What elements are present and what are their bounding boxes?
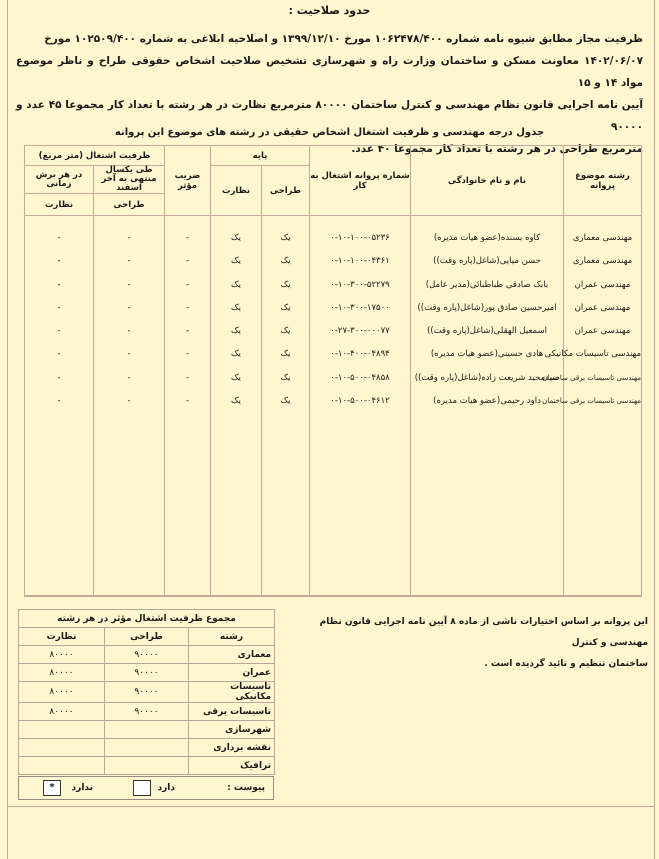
table-row xyxy=(19,646,275,664)
header-coef: ضریب مؤثر xyxy=(165,146,211,216)
cell-cap-design: - xyxy=(127,349,131,360)
scope-title: حدود صلاحیت : xyxy=(288,4,371,17)
header-capacity: ظرفیت اشتغال (متر مربع) xyxy=(25,146,165,166)
cell-grade-design: یک xyxy=(280,349,291,360)
scope-paragraph xyxy=(16,28,643,160)
totals-design: ۹۰۰۰۰ xyxy=(105,664,189,682)
totals-field: ترافیک xyxy=(189,757,275,775)
header-grade-supervision: نظارت xyxy=(211,166,262,216)
cell-cap-supervision: - xyxy=(57,279,61,290)
cell-field: مهندسی تاسیسات مکانیکی xyxy=(544,349,642,360)
table-row xyxy=(19,703,275,721)
note-line: این پروانه بر اساس اختیارات ناشی از ماده ۸ آیین نامه اجرایی قانون نظام مهندسی و کنترل xyxy=(319,617,648,648)
scope-line: آیین نامه اجرایی قانون نظام مهندسی و کنترل ساختمان ۸۰۰۰۰ مترمربع نظارت در هر رشته با تعداد کار مجموعا ۴۵ عدد و ۹۰۰۰۰ xyxy=(16,99,643,133)
header-name: نام و نام خانوادگی xyxy=(411,146,564,216)
cell-name: حسن میایی(شاغل(پاره وقت)) xyxy=(433,256,541,267)
cell-grade-supervision: یک xyxy=(231,256,241,267)
header-grade-design: طراحی xyxy=(262,166,310,216)
approval-note xyxy=(282,612,648,675)
cell-license: ۰-۱۰-۱۰۰-۰۴۳۶۱ xyxy=(330,256,390,267)
cell-grade-supervision: یک xyxy=(231,372,241,383)
header-cap-total: طی یکسال منتهی به آخر اسفند xyxy=(94,166,165,194)
cell-grade-supervision: یک xyxy=(231,302,241,313)
header-field: رشته موضوع پروانه xyxy=(564,146,642,216)
cell-coef: - xyxy=(185,256,190,267)
column-name xyxy=(411,216,564,596)
cell-cap-design: - xyxy=(127,233,131,243)
totals-header-field: رشته xyxy=(189,628,275,646)
totals-field: نقشه برداری xyxy=(189,739,275,757)
scope-line: ۱۴۰۲/۰۶/۰۷ معاونت مسکن و ساختمان وزارت راه و شهرسازی تشخیص صلاحیت اشخاص حقوقی طراح و ناظر موضوع مواد ۱۴ و ۱۵ xyxy=(16,55,643,89)
cell-field: مهندسی معماری xyxy=(572,233,633,243)
totals-design: ۹۰۰۰۰ xyxy=(105,646,189,664)
column-grade-supervision xyxy=(211,216,262,596)
cell-field: مهندسی تاسیسات برقی ساختمان xyxy=(542,397,642,406)
totals-field: تاسیسات مکانیکی xyxy=(189,682,275,703)
attachment-box xyxy=(18,776,274,800)
cell-cap-design: - xyxy=(127,302,131,313)
column-field xyxy=(542,216,642,596)
cell-coef: - xyxy=(185,233,190,243)
column-coef xyxy=(165,216,211,596)
cell-grade-design: یک xyxy=(280,279,291,290)
cell-name: داود رحیمی(عضو هیات مدیره) xyxy=(433,396,541,407)
cell-cap-supervision: - xyxy=(57,302,61,313)
cell-field: مهندسی عمران xyxy=(574,326,631,337)
cell-license: ۰-۲۷-۳۰۰-۰۰۰۷۷ xyxy=(330,326,390,337)
column-cap-design xyxy=(94,216,165,596)
header-grade: پایه xyxy=(211,146,310,166)
cell-cap-supervision: - xyxy=(57,326,61,337)
cell-grade-design: یک xyxy=(280,326,291,337)
cell-license: ۰-۱۰-۵۰۰-۰۴۶۱۲ xyxy=(330,396,390,407)
totals-supervision xyxy=(19,721,105,739)
cell-grade-design: یک xyxy=(280,256,291,267)
totals-field: معماری xyxy=(189,646,275,664)
totals-field: عمران xyxy=(189,664,275,682)
table-row xyxy=(19,664,275,682)
attachment-has-not-checkbox[interactable]: * xyxy=(43,780,61,796)
cell-coef: - xyxy=(185,302,190,313)
header-license: شماره پروانه اشتغال به کار xyxy=(310,146,411,216)
totals-supervision xyxy=(19,757,105,775)
header-cap-design: طراحی xyxy=(94,194,165,216)
totals-field: تاسیسات برقی xyxy=(189,703,275,721)
cell-license: ۰-۱۰-۳۰۰-۵۲۲۷۹ xyxy=(330,279,390,290)
cell-name: کاوه بسنده(عضو هیات مدیره) xyxy=(433,233,541,243)
cell-coef: - xyxy=(185,349,190,360)
scope-line: ظرفیت مجاز مطابق شیوه نامه شماره ۱۰۶۲۴۷۸/۴۰۰ مورخ ۱۳۹۹/۱۲/۱۰ و اصلاحیه ابلاغی به شماره ۱۰۲۵۰۹/۴۰۰ مورخ xyxy=(44,33,643,45)
cell-grade-supervision: یک xyxy=(231,396,241,407)
totals-header-design: طراحی xyxy=(105,628,189,646)
cell-field: مهندسی عمران xyxy=(574,279,631,290)
cell-cap-supervision: - xyxy=(57,372,61,383)
totals-header-supervision: نظارت xyxy=(19,628,105,646)
cell-cap-design: - xyxy=(127,326,131,337)
totals-design xyxy=(105,721,189,739)
table-row xyxy=(19,682,275,703)
cell-name: امیرحسین صادق پور(شاغل(پاره وقت)) xyxy=(417,302,557,313)
attachment-has-label: دارد xyxy=(157,783,175,793)
header-cap-yearly: در هر برش زمانی xyxy=(25,166,94,194)
totals-design xyxy=(105,739,189,757)
cell-grade-design: یک xyxy=(280,396,291,407)
cell-coef: - xyxy=(185,372,190,383)
totals-table xyxy=(18,609,275,775)
cell-grade-design: یک xyxy=(280,302,291,313)
cell-name: اسمعیل الهقلی(شاغل(پاره وقت)) xyxy=(427,326,547,337)
frame-bottom-border xyxy=(7,806,655,807)
cell-cap-design: - xyxy=(127,256,131,267)
cell-name: بابک صادقی طباطبائی(مدیر عامل) xyxy=(425,279,549,290)
cell-cap-design: - xyxy=(127,279,131,290)
cell-field: مهندسی معماری xyxy=(572,256,633,267)
cell-coef: - xyxy=(185,326,190,337)
totals-design: ۹۰۰۰۰ xyxy=(105,682,189,703)
cell-cap-supervision: - xyxy=(57,349,61,360)
cell-coef: - xyxy=(185,279,190,290)
cell-grade-design: یک xyxy=(280,233,291,243)
cell-coef: - xyxy=(185,396,190,407)
engineers-table xyxy=(24,145,642,597)
cell-name: سیدمجید شریعت زاده(شاغل(پاره وقت)) xyxy=(414,372,560,383)
cell-grade-supervision: یک xyxy=(231,349,241,360)
cell-cap-supervision: - xyxy=(57,256,61,267)
cell-license: ۰-۱۰-۳۰۰-۱۷۵۰۰ xyxy=(330,302,390,313)
scope-line: مترمربع طراحی در هر رشته با تعداد کار مجموعا ۴۰ عدد. xyxy=(351,143,643,155)
cell-field: مهندسی تاسیسات برقی ساختمان xyxy=(542,373,642,382)
table-row xyxy=(19,739,275,757)
attachment-has-not-label: ندارد xyxy=(71,783,93,793)
cell-grade-design: یک xyxy=(280,372,291,383)
cell-license: ۰-۱۰-۴۰۰-۰۴۸۹۴ xyxy=(330,349,390,360)
totals-supervision: ۸۰۰۰۰ xyxy=(19,703,105,721)
cell-grade-supervision: یک xyxy=(231,326,241,337)
cell-license: ۰-۱۰-۵۰۰-۰۴۸۵۸ xyxy=(330,372,390,383)
attachment-has-checkbox[interactable] xyxy=(133,780,151,796)
totals-caption: مجموع ظرفیت اشتغال مؤثر در هر رشته xyxy=(19,610,275,628)
note-line: ساختمان تنظیم و تائید گردیده است . xyxy=(484,659,648,669)
attachment-label: پیوست : xyxy=(227,783,265,793)
cell-field: مهندسی عمران xyxy=(574,302,631,313)
totals-supervision: ۸۰۰۰۰ xyxy=(19,682,105,703)
cell-grade-supervision: یک xyxy=(231,279,241,290)
totals-field: شهرسازی xyxy=(189,721,275,739)
cell-cap-design: - xyxy=(127,372,131,383)
cell-grade-supervision: یک xyxy=(231,233,241,243)
totals-supervision xyxy=(19,739,105,757)
cell-cap-design: - xyxy=(127,396,131,407)
totals-design xyxy=(105,757,189,775)
cell-name: هادی حسینی(عضو هیات مدیره) xyxy=(430,349,544,360)
column-license xyxy=(310,216,411,596)
table-row xyxy=(19,721,275,739)
table-title: جدول درجه مهندسی و ظرفیت اشتغال اشخاص حقیقی در رشته های موضوع این پروانه xyxy=(114,127,545,138)
cell-license: ۰-۱۰-۱۰۰-۰۵۲۳۶ xyxy=(330,233,390,243)
totals-supervision: ۸۰۰۰۰ xyxy=(19,664,105,682)
column-cap-supervision xyxy=(25,216,94,596)
totals-design: ۹۰۰۰۰ xyxy=(105,703,189,721)
cell-cap-supervision: - xyxy=(57,396,61,407)
cell-cap-supervision: - xyxy=(57,233,61,243)
table-row xyxy=(19,757,275,775)
column-grade-design xyxy=(262,216,310,596)
header-cap-supervision: نظارت xyxy=(25,194,94,216)
totals-supervision: ۸۰۰۰۰ xyxy=(19,646,105,664)
